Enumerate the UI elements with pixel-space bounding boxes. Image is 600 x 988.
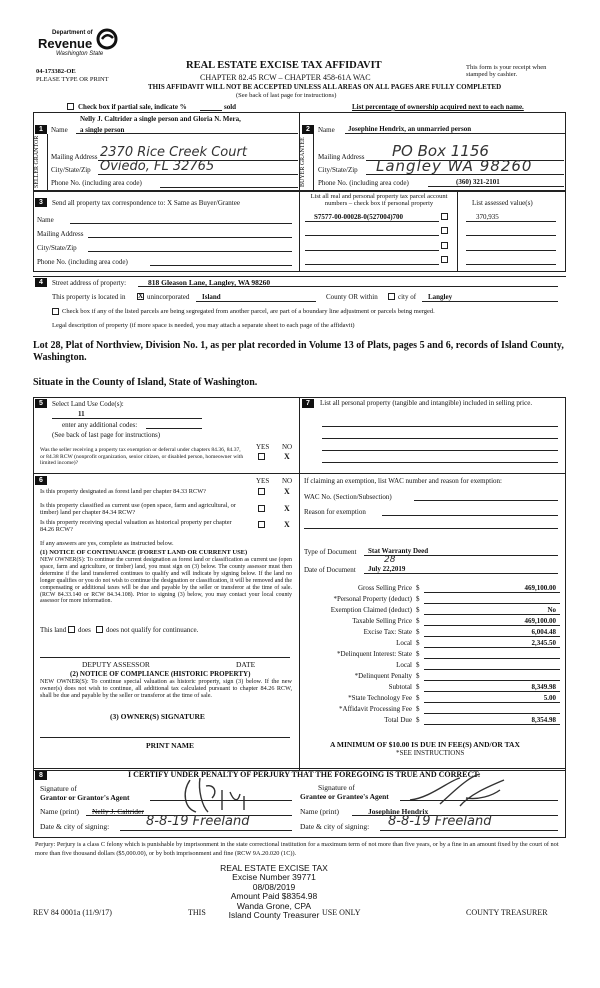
fee-label: Gross Selling Price: [357, 584, 412, 592]
grantee-sig-label-2: Grantee or Grantee's Agent: [300, 792, 389, 801]
fee-value[interactable]: No: [547, 606, 556, 614]
if-yes-instructions: If any answers are yes, complete as instructed below.: [40, 540, 174, 547]
doc-type-label: Type of Document: [304, 548, 357, 556]
land-use-label: Select Land Use Code(s):: [52, 400, 124, 408]
section-5-number: 5: [35, 399, 47, 408]
fee-label: Taxable Selling Price: [352, 617, 412, 625]
please-type: PLEASE TYPE OR PRINT: [36, 76, 109, 83]
fee-underline: [424, 636, 560, 637]
footer-use-only: USE ONLY: [322, 908, 361, 917]
notice-continuance-title: (1) NOTICE OF CONTINUANCE (FOREST LAND OR CURRENT USE): [40, 549, 248, 556]
section-7-number: 7: [302, 399, 314, 408]
forest-land-yes-checkbox[interactable]: [258, 488, 265, 495]
s6-yes-header: YES: [256, 477, 270, 485]
buyer-phone-value: (360) 321-2101: [456, 178, 500, 186]
fee-label: Exemption Claimed (deduct): [330, 606, 412, 614]
partial-sale-sold: sold: [224, 103, 237, 111]
assessor-date-label: DATE: [236, 660, 256, 669]
fee-underline: [424, 614, 560, 615]
reason-label: Reason for exemption: [304, 508, 366, 516]
this-land-label: This land: [40, 626, 67, 634]
fee-label: Excise Tax: State: [363, 628, 412, 636]
fee-value[interactable]: 469,100.00: [524, 617, 556, 625]
stamp-line-6: Island County Treasurer: [228, 910, 320, 921]
form-warning: THIS AFFIDAVIT WILL NOT BE ACCEPTED UNLESS ALL AREAS ON ALL PAGES ARE FULLY COMPLETED: [148, 83, 502, 91]
grantee-date-label: Date & city of signing:: [300, 822, 370, 831]
doc-date-correction[interactable]: 28: [384, 555, 396, 565]
fee-underline: [424, 658, 560, 659]
fee-value[interactable]: 2,345.50: [531, 639, 556, 647]
city-value: Langley: [428, 293, 453, 301]
notice-compliance-title: (2) NOTICE OF COMPLIANCE (HISTORIC PROPERTY): [70, 670, 251, 678]
current-use-question: Is this property classified as current use (open space, farm and agricultural, or timber) land per chapter 84.34 RCW?: [40, 502, 236, 516]
exemption-no-answer[interactable]: X: [284, 452, 290, 461]
dollar-sign: $: [416, 672, 420, 680]
fee-row: [300, 705, 560, 715]
print-name-label: PRINT NAME: [146, 741, 194, 750]
form-title: REAL ESTATE EXCISE TAX AFFIDAVIT: [186, 60, 382, 71]
county-value: Island: [202, 293, 221, 301]
notice-continuance-text: NEW OWNER(S): To continue the current designation as forest land or classification as current use (open space, farm and agriculture, or timber) land, you must sign on (3) below. The county assessor must then determine if the land transferred continues to qualify and will indicate by signing below. If the land no longer qualifies or you do not wish to continue the designation or classification, it will be removed and the compensating or additional taxes will be due and payable by the seller or transferor at the time of sale. (RCW 84.33.140 or RCW 84.34.108). Prior to signing (3) below, you may contact your local county assessor for more information.: [40, 557, 292, 605]
seller-mailing-label: Mailing Address: [51, 153, 98, 161]
fee-row: [300, 595, 560, 605]
grantor-signature-scribble[interactable]: [178, 772, 260, 816]
rev-code: REV 84 0001a (11/9/17): [33, 908, 112, 917]
fee-row: [300, 628, 560, 638]
unincorporated-label: unincorporated: [147, 293, 190, 301]
dollar-sign: $: [416, 661, 420, 669]
forest-land-no-answer[interactable]: X: [284, 487, 290, 496]
grantee-sig-label-1: Signature of: [318, 783, 355, 792]
city-of-checkbox[interactable]: [388, 293, 395, 300]
seller-name-line2: a single person: [80, 126, 125, 134]
legal-description: Lot 28, Plat of Northview, Division No. 1, as per plat recorded in Volume 13 of Plats, pages 5 and 6, records of Island County, Washington.: [33, 340, 564, 363]
fee-label: Local: [396, 661, 412, 669]
grantor-date-value[interactable]: 8-8-19 Freeland: [146, 814, 250, 829]
fee-value[interactable]: 6,004.48: [531, 628, 556, 636]
stamp-line-2: Excise Number 39771: [232, 872, 316, 883]
land-does-not-label: does not qualify for continuance.: [106, 626, 199, 634]
seller-mailing-value[interactable]: 2370 Rice Creek Court: [100, 145, 247, 160]
fee-row: [300, 661, 560, 671]
buyer-mailing-value[interactable]: PO Box 1156: [392, 142, 489, 160]
situate-text: Situate in the County of Island, State of Washington.: [33, 377, 258, 388]
see-instructions-note: *SEE INSTRUCTIONS: [396, 749, 465, 757]
doc-type-value: Stat Warranty Deed: [368, 547, 429, 555]
fee-label: Total Due: [384, 716, 412, 724]
fee-label: Local: [396, 639, 412, 647]
owner-signature-label: (3) OWNER(S) SIGNATURE: [110, 712, 205, 721]
parcel-1-personal-checkbox[interactable]: [441, 213, 448, 220]
fee-row: [300, 617, 560, 627]
section-1-number: 1: [35, 125, 47, 134]
seller-phone-label: Phone No. (including area code): [51, 179, 142, 187]
logo-text-state: Washington State: [56, 51, 104, 57]
section-6-number: 6: [35, 476, 47, 485]
dollar-sign: $: [416, 584, 420, 592]
parcel-3-personal-checkbox[interactable]: [441, 242, 448, 249]
buyer-phone-label: Phone No. (including area code): [318, 179, 409, 187]
assessed-header: List assessed value(s): [472, 199, 533, 207]
historic-no-answer[interactable]: X: [284, 520, 290, 529]
buyer-city-label: City/State/Zip: [318, 166, 358, 174]
exemption-claim-label: If claiming an exemption, list WAC number and reason for exemption:: [304, 477, 502, 485]
grantor-print-label: Name (print): [40, 807, 79, 816]
stamp-line-1: REAL ESTATE EXCISE TAX: [220, 863, 328, 873]
fee-row: [300, 606, 560, 616]
fee-value[interactable]: 8,349.98: [531, 683, 556, 691]
fee-label: *Personal Property (deduct): [333, 595, 412, 603]
minimum-fee-note: A MINIMUM OF $10.00 IS DUE IN FEE(S) AND/OR TAX: [330, 740, 520, 749]
stamp-line-4: Amount Paid $8354.98: [230, 891, 318, 902]
corr-phone-label: Phone No. (including area code): [37, 258, 128, 266]
located-label: This property is located in: [52, 293, 126, 301]
corr-city-label: City/State/Zip: [37, 244, 77, 252]
logo-mark-icon: [96, 28, 118, 50]
land-does-label: does: [78, 626, 91, 634]
fee-row: [300, 716, 560, 726]
see-back-instructions: (See back of last page for instructions): [236, 92, 337, 99]
grantor-date-label: Date & city of signing:: [40, 822, 110, 831]
dollar-sign: $: [416, 639, 420, 647]
stamp-line-5: Wanda Grone, CPA: [236, 900, 312, 911]
historic-question: Is this property receiving special valuation as historical property per chapter 84.26 RCW?: [40, 519, 232, 533]
partial-sale-label: Check box if partial sale, indicate %: [78, 103, 187, 111]
dollar-sign: $: [416, 650, 420, 658]
parcel-header: List all real and personal property tax parcel account numbers – check box if personal property: [310, 193, 448, 207]
s5-no-header: NO: [282, 443, 293, 451]
corr-mailing-label: Mailing Address: [37, 230, 84, 238]
fee-label: *State Technology Fee: [348, 694, 412, 702]
form-chapter: CHAPTER 82.45 RCW – CHAPTER 458-61A WAC: [200, 73, 371, 82]
grantor-sig-label-1: Signature of: [40, 784, 77, 793]
fee-underline: [424, 702, 560, 703]
section-2-number: 2: [302, 125, 314, 134]
fee-underline: [424, 592, 560, 593]
section-8-number: 8: [35, 771, 47, 780]
fee-row: [300, 694, 560, 704]
fee-underline: [424, 647, 560, 648]
buyer-side-label: BUYER GRANTEE: [300, 137, 306, 187]
fee-row: [300, 584, 560, 594]
county-label: County OR within: [326, 293, 378, 301]
additional-codes-label: enter any additional codes:: [62, 421, 138, 429]
seller-city-value[interactable]: Oviedo, FL 32765: [100, 159, 215, 174]
unincorporated-x: X: [138, 292, 144, 300]
dollar-sign: $: [416, 628, 420, 636]
land-use-value: 11: [78, 410, 85, 418]
fee-underline: [424, 724, 560, 725]
dor-logo: [36, 26, 116, 62]
grantee-print-label: Name (print): [300, 807, 339, 816]
unincorporated-checkbox[interactable]: [137, 293, 144, 300]
fee-row: [300, 672, 560, 682]
fee-value[interactable]: 469,100.00: [524, 584, 556, 592]
footer-this: THIS: [188, 908, 206, 917]
partial-sale-checkbox[interactable]: [67, 103, 74, 110]
correspondence-label: Send all property tax correspondence to: X Same as Buyer/Grantee: [52, 199, 240, 207]
buyer-mailing-label: Mailing Address: [318, 153, 365, 161]
parcel-2-personal-checkbox[interactable]: [441, 227, 448, 234]
land-use-see-back: (See back of last page for instructions): [52, 431, 161, 439]
dollar-sign: $: [416, 617, 420, 625]
buyer-city-value[interactable]: Langley WA 98260: [376, 157, 533, 175]
seller-city-label: City/State/Zip: [51, 166, 91, 174]
fee-row: [300, 683, 560, 693]
buyer-name-value: Josephine Hendrix, an unmarried person: [348, 125, 472, 133]
personal-property-label: List all personal property (tangible and intangible) included in selling price.: [320, 399, 533, 407]
doc-date-label: Date of Document: [304, 566, 356, 574]
perjury-statement: Perjury: Perjury is a class C felony which is punishable by imprisonment in the state correctional institution for a maximum term of not more than five years, or by a fine in an amount fixed by the court of not more than five thousand dollars ($5,000.00), or by both imprisonment and fine (RCW 9A.20.020 (1C)).: [35, 841, 559, 857]
fee-row: [300, 650, 560, 660]
doc-date-value: July 22,2019: [368, 565, 406, 573]
stamp-line-3: 08/08/2019: [252, 881, 296, 892]
grantee-print-value[interactable]: Josephine Hendrix: [368, 807, 429, 816]
buyer-name-label: Name: [318, 126, 335, 134]
logo-text-revenue: Revenue: [38, 36, 93, 51]
forest-land-question: Is this property designated as forest land per chapter 84.33 RCW?: [40, 488, 206, 495]
fee-value[interactable]: 5.00: [543, 694, 556, 702]
street-label: Street address of property:: [52, 279, 127, 287]
dollar-sign: $: [416, 705, 420, 713]
receipt-note: This form is your receipt when stamped by cashier.: [466, 64, 547, 78]
dollar-sign: $: [416, 606, 420, 614]
form-code: 04-173382-OE: [36, 68, 76, 75]
s6-no-header: NO: [282, 477, 293, 485]
s5-yes-header: YES: [256, 443, 270, 451]
parcel-number: S7577-00-00028-0(527004)700: [314, 213, 404, 221]
exemption-question: Was the seller receiving a property tax exemption or deferral under chapters 84.36, 84.37, or 84.38 RCW (nonprofit organization, senior citizen, or disabled person, homeowner with limited income)?: [40, 447, 244, 466]
segregated-label: Check box if any of the listed parcels are being segregated from another parcel, are part of a boundary line adjustment or parcels being merged.: [62, 308, 435, 315]
grantee-date-value[interactable]: 8-8-19 Freeland: [388, 814, 492, 829]
land-does-checkbox[interactable]: [68, 626, 75, 633]
dollar-sign: $: [416, 595, 420, 603]
city-of-label: city of: [398, 293, 417, 301]
fee-label: *Delinquent Penalty: [354, 672, 412, 680]
deputy-assessor-label: DEPUTY ASSESSOR: [82, 660, 150, 669]
footer-county-treasurer: COUNTY TREASURER: [466, 908, 548, 917]
fee-underline: [424, 680, 560, 681]
segregated-checkbox[interactable]: [52, 308, 59, 315]
fee-underline: [424, 603, 560, 604]
current-use-yes-checkbox[interactable]: [258, 505, 265, 512]
section-3-number: 3: [35, 198, 47, 207]
street-value: 818 Gleason Lane, Langley, WA 98260: [148, 278, 271, 287]
seller-name-label: Name: [51, 126, 68, 134]
grantor-print-value[interactable]: Nelly J. Caltrider: [92, 807, 144, 816]
grantee-signature-scribble[interactable]: [400, 770, 510, 810]
grantor-sig-label-2: Grantor or Grantor's Agent: [40, 793, 130, 802]
current-use-no-answer[interactable]: X: [284, 504, 290, 513]
seller-side-label: SELLER GRANTOR: [34, 135, 40, 188]
dollar-sign: $: [416, 716, 420, 724]
fee-underline: [424, 691, 560, 692]
certify-statement: I CERTIFY UNDER PENALTY OF PERJURY THAT THE FOREGOING IS TRUE AND CORRECT.: [128, 770, 481, 779]
assessed-value: 370,935: [476, 213, 499, 221]
fee-label: *Affidavit Processing Fee: [339, 705, 412, 713]
fee-label: Subtotal: [388, 683, 412, 691]
fee-value[interactable]: 8,354.98: [531, 716, 556, 724]
fee-underline: [424, 713, 560, 714]
wac-label: WAC No. (Section/Subsection): [304, 493, 392, 501]
exemption-yes-checkbox[interactable]: [258, 453, 265, 460]
notice-compliance-text: NEW OWNER(S): To continue special valuation as historic property, sign (3) below. If the new owner(s) does not wish to continue, all additional tax calculated pursuant to chapter 84.26 RCW, shall be due and payable by the seller or transferor at the time of sale.: [40, 678, 292, 700]
dollar-sign: $: [416, 694, 420, 702]
section-4-number: 4: [35, 278, 47, 287]
historic-yes-checkbox[interactable]: [258, 521, 265, 528]
legal-label: Legal description of property (if more space is needed, you may attach a separate sheet to each page of the affidavit): [52, 322, 355, 329]
dollar-sign: $: [416, 683, 420, 691]
fee-underline: [424, 669, 560, 670]
seller-name-line1: Nelly J. Caltrider a single person and Gloria N. Mera,: [80, 115, 241, 123]
parcel-4-personal-checkbox[interactable]: [441, 256, 448, 263]
ownership-note: List percentage of ownership acquired next to each name.: [352, 103, 524, 111]
fee-label: *Delinquent Interest: State: [336, 650, 412, 658]
fee-underline: [424, 625, 560, 626]
corr-name-label: Name: [37, 216, 54, 224]
land-does-not-checkbox[interactable]: [96, 626, 103, 633]
fee-row: [300, 639, 560, 649]
logo-text-department: Department of: [52, 30, 93, 36]
